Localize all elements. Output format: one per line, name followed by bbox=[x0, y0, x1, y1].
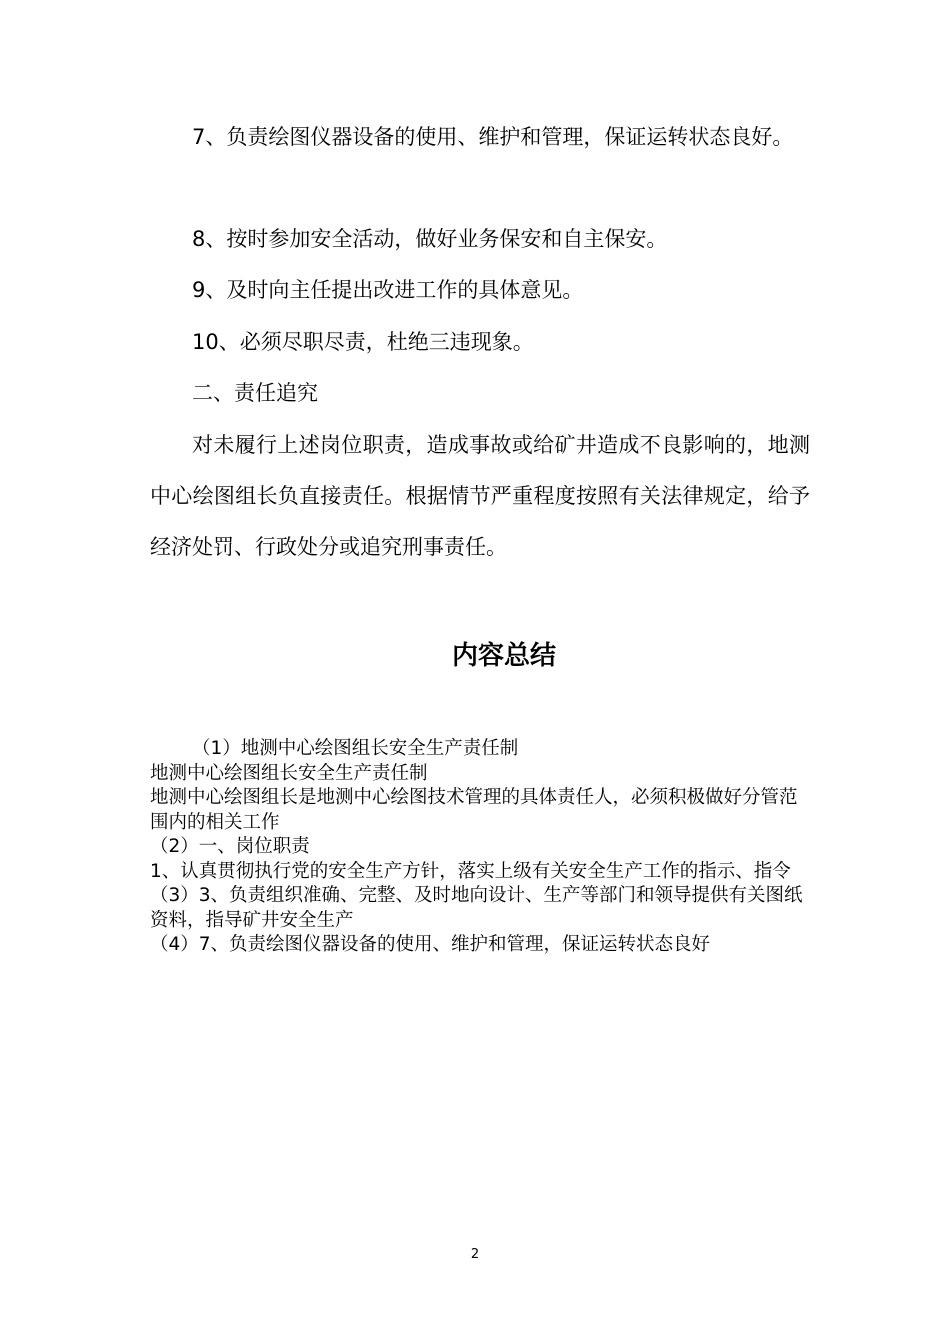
summary-line: （1）地测中心绘图组长安全生产责任制 bbox=[192, 738, 519, 759]
summary-line: （4）7、负责绘图仪器设备的使用、维护和管理，保证运转状态良好 bbox=[150, 934, 711, 955]
summary-line: （3）3、负责组织准确、完整、及时地向设计、生产等部门和领导提供有关图纸资料，指导矿井安全生产 bbox=[150, 885, 803, 931]
body-paragraph-accountability: 对未履行上述岗位职责，造成事故或给矿井造成不良影响的，地测中心绘图组长负直接责任。根据情节严重程度按照有关法律规定，给予经济处罚、行政处分或追究刑事责任。 bbox=[150, 433, 810, 559]
body-paragraph-item-9: 9、及时向主任提出改进工作的具体意见。 bbox=[192, 278, 584, 302]
body-paragraph-item-10: 10、必须尽职尽责，杜绝三违现象。 bbox=[192, 330, 534, 354]
summary-line: 1、认真贯彻执行党的安全生产方针，落实上级有关安全生产工作的指示、指令 bbox=[150, 860, 791, 882]
section-heading-responsibility: 二、责任追究 bbox=[192, 381, 318, 405]
body-paragraph-item-7: 7、负责绘图仪器设备的使用、维护和管理，保证运转状态良好。 bbox=[192, 125, 794, 149]
summary-block bbox=[150, 737, 810, 958]
summary-line: 地测中心绘图组长安全生产责任制 bbox=[150, 762, 428, 784]
summary-line: （2）一、岗位职责 bbox=[150, 836, 310, 857]
body-paragraph-item-8: 8、按时参加安全活动，做好业务保安和自主保安。 bbox=[192, 227, 668, 251]
summary-heading: 内容总结 bbox=[451, 641, 556, 671]
page-number: 2 bbox=[470, 1247, 480, 1262]
summary-line: 地测中心绘图组长是地测中心绘图技术管理的具体责任人，必须积极做好分管范围内的相关工作 bbox=[150, 787, 798, 833]
